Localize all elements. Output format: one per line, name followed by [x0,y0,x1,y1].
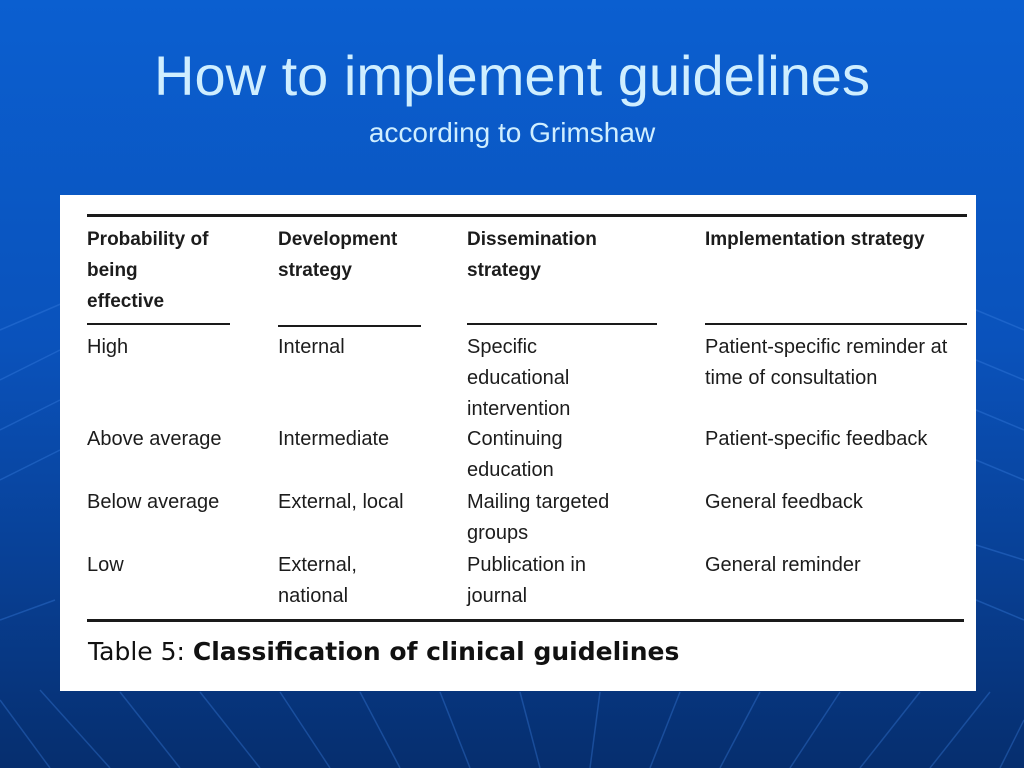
table-caption [88,637,679,666]
cell-dissemination: Mailing targeted groups [467,491,610,544]
header-rule-col3 [467,323,657,325]
header-development: Development strategy [278,229,398,281]
cell-dissemination: Specific educational intervention [467,336,571,420]
table-row [87,550,124,581]
cell-dissemination: Publication in journal [467,554,586,607]
header-dissemination: Dissemination strategy [467,229,597,281]
table-bottom-rule [87,619,964,622]
cell-probability: Low [87,554,124,576]
cell-development: Intermediate [278,428,390,450]
header-rule-col2 [278,325,421,327]
slide-subtitle: according to Grimshaw [368,117,656,148]
table-row [87,487,219,518]
table-row [87,424,222,455]
slide-title: How to implement guidelines [154,44,870,107]
header-probability: Probability of being effective [87,229,209,312]
cell-implementation: General feedback [705,491,863,513]
cell-probability: High [87,336,129,358]
cell-development: External, national [278,554,357,607]
table-top-rule [87,214,967,217]
cell-development: External, local [278,491,404,513]
cell-implementation: Patient-specific reminder at time of consultation [705,336,948,389]
cell-dissemination: Continuing education [467,428,563,481]
header-implementation: Implementation strategy [705,229,925,250]
cell-probability: Above average [87,428,222,450]
table-row [87,332,128,363]
cell-probability: Below average [87,491,220,513]
cell-development: Internal [278,336,345,358]
header-rule-col4 [705,323,967,325]
caption-prefix: Table 5: [88,637,193,666]
header-rule-col1 [87,323,230,325]
guidelines-table [60,195,976,691]
caption-title: Classification of clinical guidelines [192,637,680,666]
cell-implementation: General reminder [705,554,861,576]
cell-implementation: Patient-specific feedback [705,428,928,450]
